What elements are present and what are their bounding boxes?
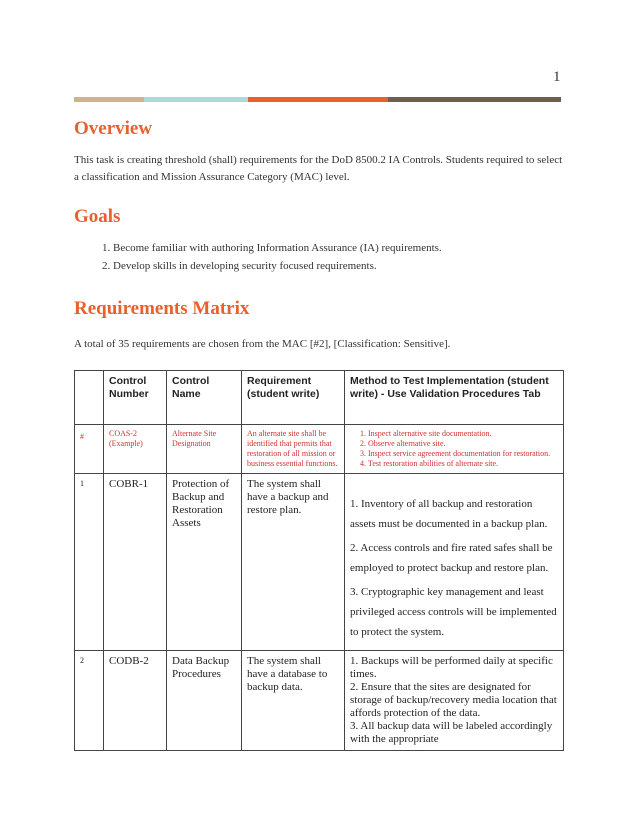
table-row <box>75 651 564 751</box>
color-bar-segment-brown <box>388 97 561 102</box>
example-method-item: 4. Test restoration abilities of alternate site. <box>368 459 558 469</box>
row-number: 1 <box>75 474 104 651</box>
color-bar-segment-orange <box>248 97 388 102</box>
row-method-item: 2. Access controls and fire rated safes shall be employed to protect backup and restore plan. <box>350 542 553 574</box>
example-requirement: An alternate site shall be identified that permits that restoration of all mission or business essential functions. <box>242 425 345 474</box>
requirements-text: A total of 35 requirements are chosen from the MAC [#2], [Classification: Sensitive]. <box>74 338 451 350</box>
header-requirement: Requirement (student write) <box>242 371 345 425</box>
example-control-name: Alternate Site Designation <box>167 425 242 474</box>
goal-item: 2. Develop skills in developing security focused requirements. <box>113 257 442 275</box>
header-number <box>75 371 104 425</box>
row-method-item: 3. All backup data will be labeled accordingly with the appropriate <box>350 720 553 745</box>
header-method: Method to Test Implementation (student write) - Use Validation Procedures Tab <box>345 371 564 425</box>
table-header-row <box>75 371 564 425</box>
header-control-number: Control Number <box>104 371 167 425</box>
row-control-number: CODB-2 <box>104 651 167 751</box>
overview-text: This task is creating threshold (shall) requirements for the DoD 8500.2 IA Controls. Students required to select a classification and Mission Assurance Category (MAC) level. <box>74 154 563 183</box>
decorative-color-bar <box>74 97 561 102</box>
row-method <box>345 651 564 751</box>
color-bar-segment-teal <box>144 97 248 102</box>
example-control-number: COAS-2 (Example) <box>104 425 167 474</box>
row-method-item: 3. Cryptographic key management and least privileged access controls will be implemented to protect the system. <box>350 586 557 638</box>
requirements-heading: Requirements Matrix <box>74 298 250 319</box>
row-requirement: The system shall have a database to backup data. <box>242 651 345 751</box>
row-control-name: Data Backup Procedures <box>167 651 242 751</box>
example-number: # <box>75 425 104 474</box>
table-row-example <box>75 425 564 474</box>
example-method <box>345 425 564 474</box>
table-row <box>75 474 564 651</box>
example-method-item: 1. Inspect alternative site documentation. <box>368 429 558 439</box>
color-bar-segment-tan <box>74 97 144 102</box>
row-number: 2 <box>75 651 104 751</box>
goal-item: 1. Become familiar with authoring Information Assurance (IA) requirements. <box>113 239 442 257</box>
page-number: 1 <box>553 69 561 85</box>
row-method-item: 1. Inventory of all backup and restoration assets must be documented in a backup plan. <box>350 498 548 530</box>
row-method-item: 1. Backups will be performed daily at specific times. <box>350 655 553 680</box>
example-method-item: 2. Observe alternative site. <box>368 439 558 449</box>
row-control-number: COBR-1 <box>104 474 167 651</box>
requirements-table <box>74 370 564 751</box>
row-method <box>345 474 564 651</box>
example-method-item: 3. Inspect service agreement documentation for restoration. <box>368 449 558 459</box>
row-requirement: The system shall have a backup and restore plan. <box>242 474 345 651</box>
goals-list <box>95 239 442 275</box>
row-control-name: Protection of Backup and Restoration Assets <box>167 474 242 651</box>
row-method-item: 2. Ensure that the sites are designated for storage of backup/recovery media location that affords protection of the data. <box>350 681 557 719</box>
header-control-name: Control Name <box>167 371 242 425</box>
goals-heading: Goals <box>74 206 121 227</box>
overview-heading: Overview <box>74 118 153 139</box>
